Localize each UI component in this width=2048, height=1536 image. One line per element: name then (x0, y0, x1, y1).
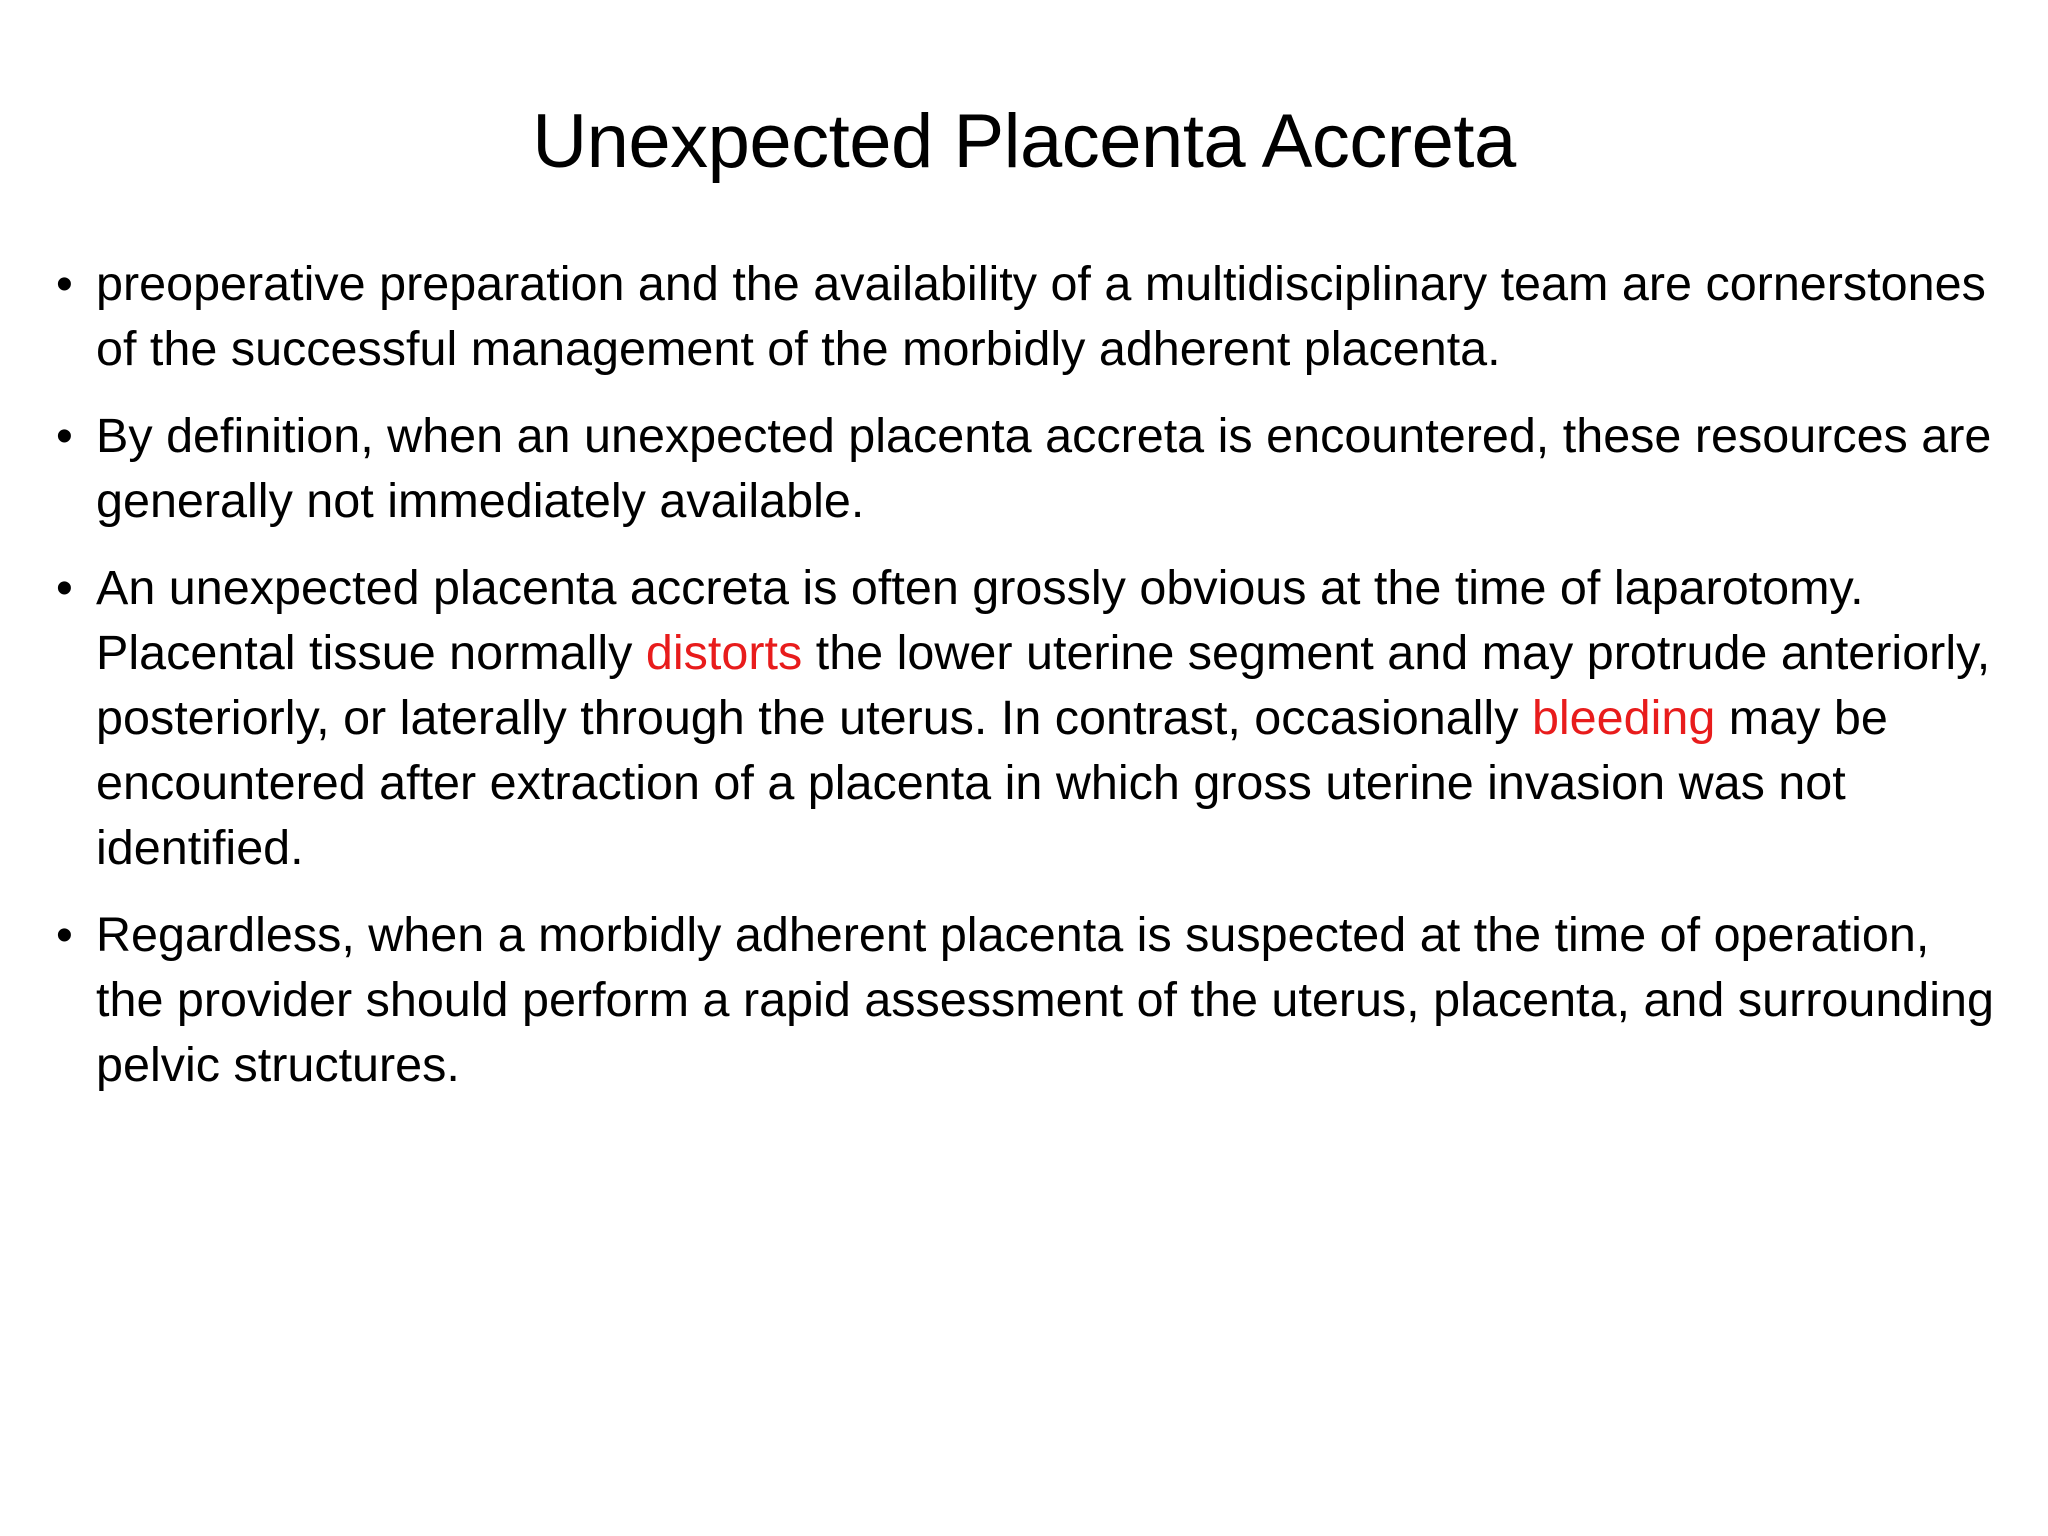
bullet-text: preoperative preparation and the availability of a multidisciplinary team are cornerstones of the successful management of the morbidly adherent placenta. (96, 257, 1986, 376)
bullet-dot-icon: • (56, 909, 73, 962)
highlight-distorts: distorts (645, 626, 803, 680)
bullet-item-2 (56, 404, 2006, 534)
bullet-text-part: the lower uterine segment and may protrude anteriorly, posteriorly, or laterally through the uterus. In contrast, occasionally (96, 626, 1991, 745)
bullet-list (56, 252, 2006, 1120)
bullet-item-4 (56, 903, 2006, 1098)
highlight-bleeding: bleeding (1531, 691, 1716, 745)
bullet-text: By definition, when an unexpected placenta accreta is encountered, these resources are generally not immediately available. (96, 409, 1992, 528)
slide-title: Unexpected Placenta Accreta (532, 99, 1516, 184)
bullet-dot-icon: • (56, 258, 73, 311)
bullet-dot-icon: • (56, 410, 73, 463)
bullet-text-part: may be encountered after extraction of a placenta in which gross uterine invasion was not identified. (96, 691, 1888, 875)
bullet-text-part: An unexpected placenta accreta is often grossly obvious at the time of laparotomy. Placental tissue normally (96, 561, 1864, 680)
bullet-item-3 (56, 556, 2006, 881)
bullet-item-1 (56, 252, 2006, 382)
bullet-text: Regardless, when a morbidly adherent placenta is suspected at the time of operation, the provider should perform a rapid assessment of the uterus, placenta, and surrounding pelvic structures. (96, 908, 1994, 1092)
bullet-dot-icon: • (56, 562, 73, 615)
